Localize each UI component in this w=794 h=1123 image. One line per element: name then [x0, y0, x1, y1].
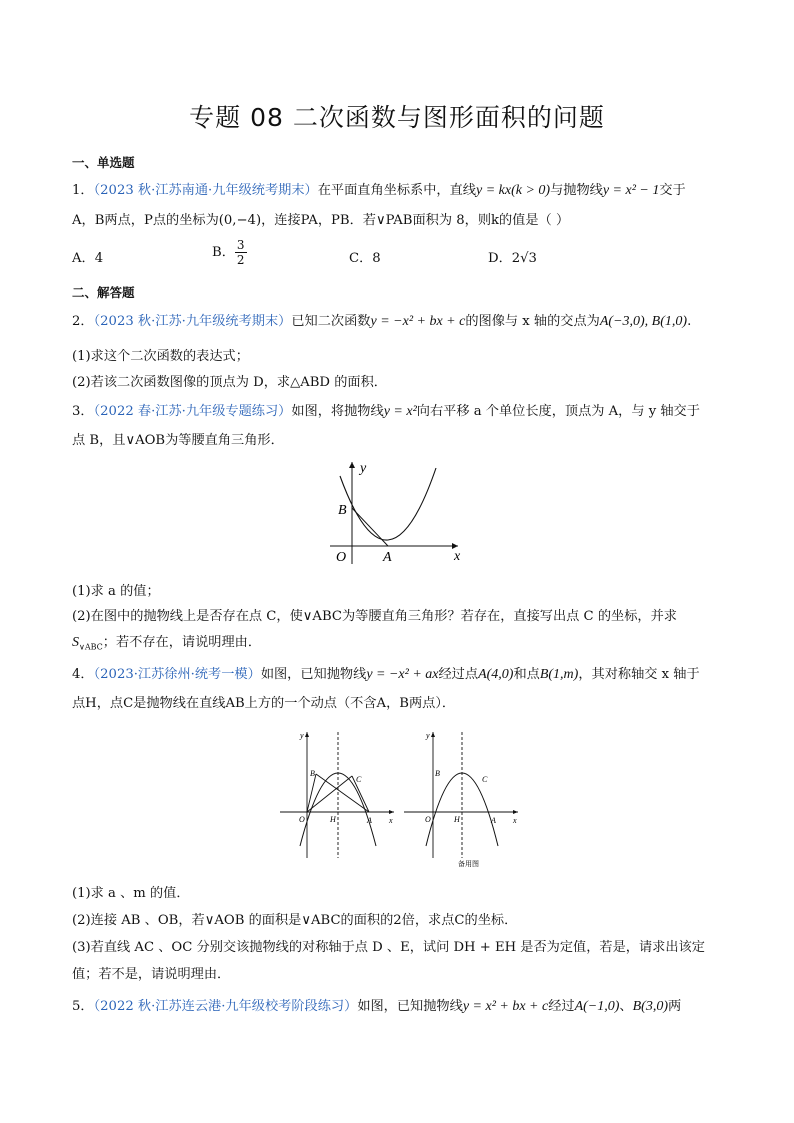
numerator: 3	[236, 238, 245, 252]
question-5-line-1	[72, 998, 681, 1016]
option-d: D．2√3	[488, 251, 537, 266]
y-axis-arrow-icon	[431, 732, 435, 737]
label-y: y	[426, 731, 430, 740]
question-source: （2023 秋·江苏·九年级统考期末）	[93, 314, 292, 329]
question-text: .	[687, 314, 692, 329]
label-o: O	[425, 815, 431, 824]
question-3-line-1	[72, 403, 700, 421]
question-2-line-1	[72, 313, 691, 331]
question-source: （2022 秋·江苏连云港·九年级校考阶段练习）	[93, 999, 358, 1014]
label-a: A	[383, 550, 392, 565]
option-a: A．4	[72, 251, 104, 266]
q4-figures	[276, 728, 526, 868]
fraction	[235, 238, 247, 267]
math-formula: y = −x² + bx + c	[370, 314, 466, 329]
question-1-line-1	[72, 182, 686, 200]
question-3-line-2: 点 B，且∨AOB为等腰直角三角形．	[72, 433, 284, 448]
question-text: 经过	[548, 999, 575, 1014]
label-h: H	[330, 815, 336, 824]
label-y: y	[300, 731, 304, 740]
x-axis-arrow-icon	[513, 810, 518, 814]
label-x: x	[389, 816, 393, 825]
question-number: 4．	[72, 667, 94, 682]
segment-ab	[352, 508, 388, 546]
question-text: 如图，已知抛物线	[260, 667, 367, 682]
option-label: B．	[212, 245, 235, 260]
question-text: 、	[619, 999, 633, 1014]
question-text: ，其对称轴交 x 轴于	[578, 667, 700, 682]
question-source: （2023 秋·江苏南通·九年级统考期末）	[93, 183, 318, 198]
area-subscript: ∨ABC	[79, 642, 103, 652]
section-heading-answer: 二、解答题	[72, 285, 135, 300]
question-text: 的图像与 x 轴的交点为	[465, 314, 600, 329]
math-formula: y = −x² + ax	[366, 667, 439, 682]
question-text: 两	[668, 999, 682, 1014]
question-number: 1．	[72, 183, 94, 198]
label-h: H	[454, 815, 460, 824]
figure-caption: 备用图	[458, 860, 479, 868]
label-x: x	[513, 816, 517, 825]
label-o: O	[336, 550, 347, 565]
question-2-part-2: (2)若该二次函数图像的顶点为 D，求△ABD 的面积．	[72, 375, 387, 390]
segment-oc	[307, 776, 352, 812]
question-2-part-1: (1)求这个二次函数的表达式；	[72, 349, 249, 364]
math-formula: y = x²	[383, 404, 417, 419]
label-c: C	[356, 775, 362, 784]
denominator: 2	[236, 253, 245, 267]
question-text: ；若不存在，请说明理由．	[102, 635, 262, 650]
area-symbol: S	[72, 635, 79, 650]
question-text: 如图，已知抛物线	[357, 999, 463, 1014]
section-heading-single-choice: 一、单选题	[72, 155, 135, 170]
question-4-line-2: 点H，点C是抛物线在直线AB上方的一个动点（不含A，B两点）．	[72, 696, 456, 711]
question-text: 交于	[659, 183, 686, 198]
label-y: y	[360, 461, 367, 476]
q3-parabola-figure	[320, 458, 470, 568]
math-formula: B(3,0)	[632, 999, 668, 1014]
math-formula: y = kx(k > 0)	[476, 183, 551, 198]
label-o: O	[299, 815, 305, 824]
q4-spare-figure	[404, 731, 518, 868]
question-text: 如图，将抛物线	[291, 404, 384, 419]
label-x: x	[454, 549, 461, 564]
math-formula: A(−3,0), B(1,0)	[599, 314, 688, 329]
math-formula: A(4,0)	[478, 667, 514, 682]
question-4-part-1: (1)求 a 、m 的值．	[72, 886, 190, 901]
question-text: 和点	[513, 667, 540, 682]
question-4-part-2: (2)连接 AB 、OB，若∨AOB 的面积是∨ABC的面积的2倍，求点C的坐标．	[72, 913, 518, 928]
label-b: B	[435, 769, 440, 778]
y-axis-arrow-icon	[349, 462, 355, 468]
label-c: C	[482, 775, 488, 784]
question-4-part-3: (3)若直线 AC 、OC 分别交该抛物线的对称轴于点 D 、E，试问 DH + EH 是否为定值，若是，请求出该定	[72, 940, 705, 955]
label-b: B	[310, 769, 315, 778]
question-text: 与抛物线	[550, 183, 603, 198]
label-b: B	[338, 503, 347, 518]
page-title: 专题 08 二次函数与图形面积的问题	[189, 103, 605, 132]
parabola-curve	[340, 468, 436, 540]
option-c: C．8	[349, 251, 381, 266]
question-1-line-2: A，B两点，P点的坐标为(0,−4)，连接PA，PB．若∨PAB面积为 8，则k的值是（ ）	[72, 213, 570, 228]
question-3-part-2-cont	[72, 634, 261, 657]
question-text: 已知二次函数	[291, 314, 371, 329]
question-3-part-2: (2)在图中的抛物线上是否存在点 C，使∨ABC为等腰直角三角形？若存在，直接写出点 C 的坐标，并求	[72, 609, 677, 624]
math-formula: y = x² − 1	[602, 183, 660, 198]
question-3-part-1: (1)求 a 的值；	[72, 584, 160, 599]
q4-main-figure	[280, 731, 394, 858]
question-text: 在平面直角坐标系中，直线	[317, 183, 476, 198]
question-4-line-1	[72, 666, 700, 684]
y-axis-arrow-icon	[305, 732, 309, 737]
label-a: A	[367, 816, 372, 825]
question-source: （2022 春·江苏·九年级专题练习）	[93, 404, 292, 419]
math-formula: B(1,m)	[539, 667, 579, 682]
label-a: A	[491, 816, 496, 825]
math-formula: A(−1,0)	[574, 999, 620, 1014]
question-text: 向右平移 a 个单位长度，顶点为 A，与 y 轴交于	[416, 404, 700, 419]
x-axis-arrow-icon	[389, 810, 394, 814]
question-4-part-3-cont: 值；若不是，请说明理由．	[72, 967, 231, 982]
math-formula: y = x² + bx + c	[462, 999, 549, 1014]
question-number: 3．	[72, 404, 94, 419]
question-number: 5．	[72, 999, 94, 1014]
question-text: 经过点	[438, 667, 479, 682]
question-source: （2023·江苏徐州·统考一模）	[93, 667, 261, 682]
option-b	[212, 238, 247, 267]
question-number: 2．	[72, 314, 94, 329]
